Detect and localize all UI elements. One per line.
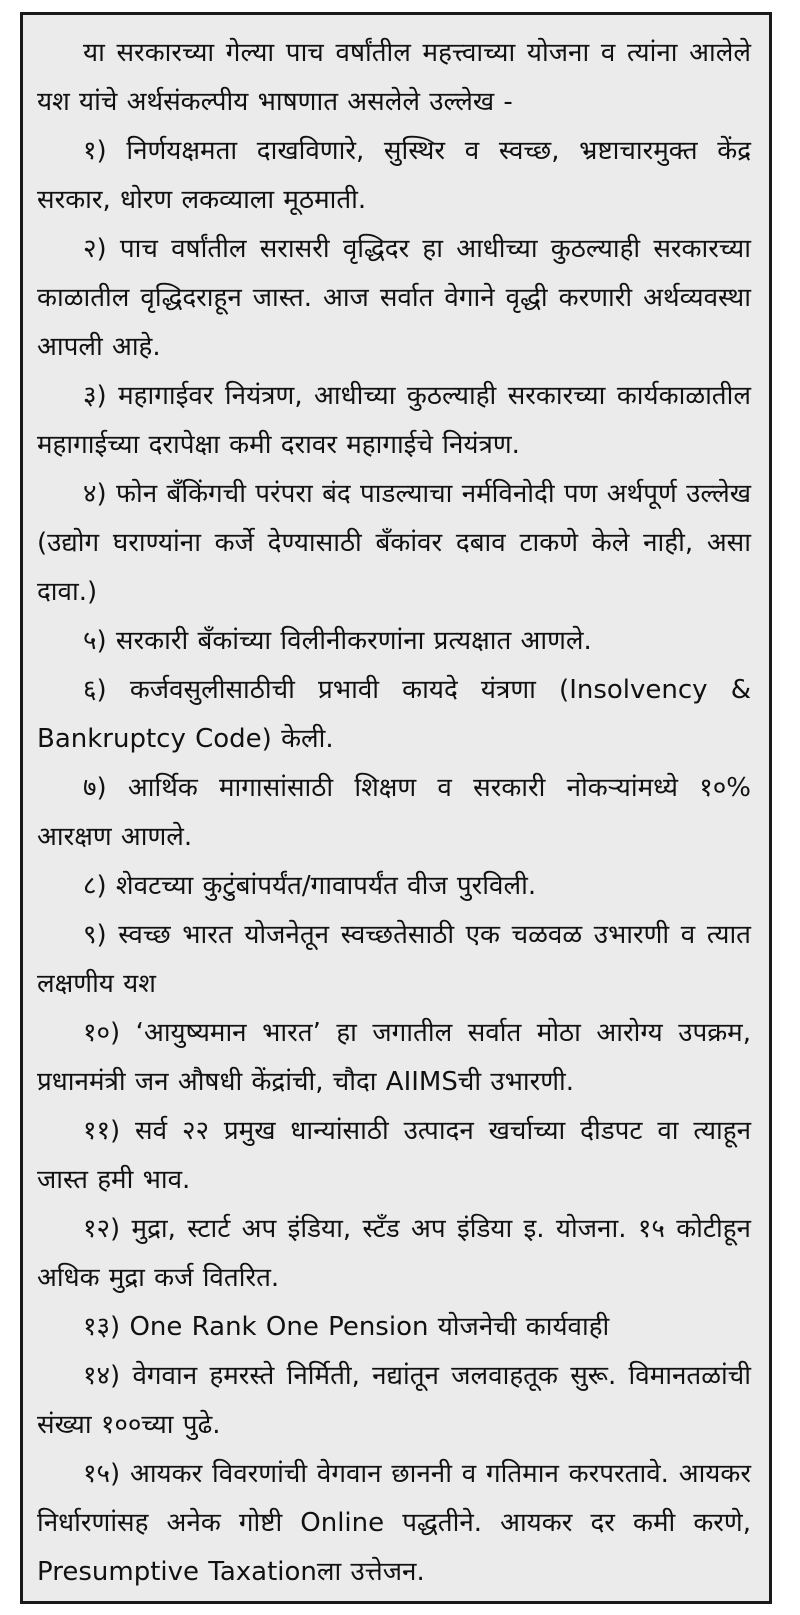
list-item: ५) सरकारी बँकांच्या विलीनीकरणांना प्रत्यक्षात आणले. (83, 626, 592, 656)
list-item: १४) वेगवान हमरस्ते निर्मिती, नद्यांतून जलवाहतूक सुरू. विमानतळांची संख्या १००च्या पुढे. (37, 1361, 751, 1440)
list-item: ६) कर्जवसुलीसाठीची प्रभावी कायदे यंत्रणा (Insolvency & Bankruptcy Code) केली. (37, 675, 751, 754)
list-item: १) निर्णयक्षमता दाखविणारे, सुस्थिर व स्वच्छ, भ्रष्टाचारमुक्त केंद्र सरकार, धोरण लकव्याला मूठमाती. (37, 136, 751, 215)
list-item: २) पाच वर्षांतील सरासरी वृद्धिदर हा आधीच्या कुठल्याही सरकारच्या काळातील वृद्धिदराहून जास्त. आज सर्वात वेगाने वृद्धी करणारी अर्थव्यवस्था आपली आहे. (37, 234, 751, 362)
list-item: ४) फोन बँकिंगची परंपरा बंद पाडल्याचा नर्मविनोदी पण अर्थपूर्ण उल्लेख (उद्योग घराण्यांना कर्जे देण्यासाठी बँकांवर दबाव टाकणे केले नाही, असा दावा.) (37, 479, 751, 607)
list-item: ३) महागाईवर नियंत्रण, आधीच्या कुठल्याही सरकारच्या कार्यकाळातील महागाईच्या दरापेक्षा कमी दरावर महागाईचे नियंत्रण. (37, 381, 751, 460)
list-item: ८) शेवटच्या कुटुंबांपर्यंत/गावापर्यंत वीज पुरविली. (83, 871, 537, 901)
list-item: १०) ‘आयुष्यमान भारत’ हा जगातील सर्वात मोठा आरोग्य उपक्रम, प्रधानमंत्री जन औषधी केंद्रांची, चौदा AIIMSची उभारणी. (37, 1018, 751, 1097)
list-item: १२) मुद्रा, स्टार्ट अप इंडिया, स्टँड अप इंडिया इ. योजना. १५ कोटीहून अधिक मुद्रा कर्ज वितरित. (37, 1214, 751, 1293)
list-item: १५) आयकर विवरणांची वेगवान छाननी व गतिमान करपरतावे. आयकर निर्धारणांसह अनेक गोष्टी Online पद्धतीने. आयकर दर कमी करणे, Presumptive Taxationला उत्तेजन. (37, 1459, 751, 1587)
list-item: ७) आर्थिक मागासांसाठी शिक्षण व सरकारी नोकऱ्यांमध्ये १०% आरक्षण आणले. (37, 773, 751, 852)
intro-paragraph: या सरकारच्या गेल्या पाच वर्षांतील महत्त्वाच्या योजना व त्यांना आलेले यश यांचे अर्थसंकल्पीय भाषणात असलेले उल्लेख - (37, 38, 751, 117)
list-item: ९) स्वच्छ भारत योजनेतून स्वच्छतेसाठी एक चळवळ उभारणी व त्यात लक्षणीय यश (37, 920, 751, 999)
list-item: ११) सर्व २२ प्रमुख धान्यांसाठी उत्पादन खर्चाच्या दीडपट वा त्याहून जास्त हमी भाव. (37, 1116, 751, 1195)
article-box (20, 12, 772, 1604)
list-item: १३) One Rank One Pension योजनेची कार्यवाही (83, 1312, 610, 1342)
